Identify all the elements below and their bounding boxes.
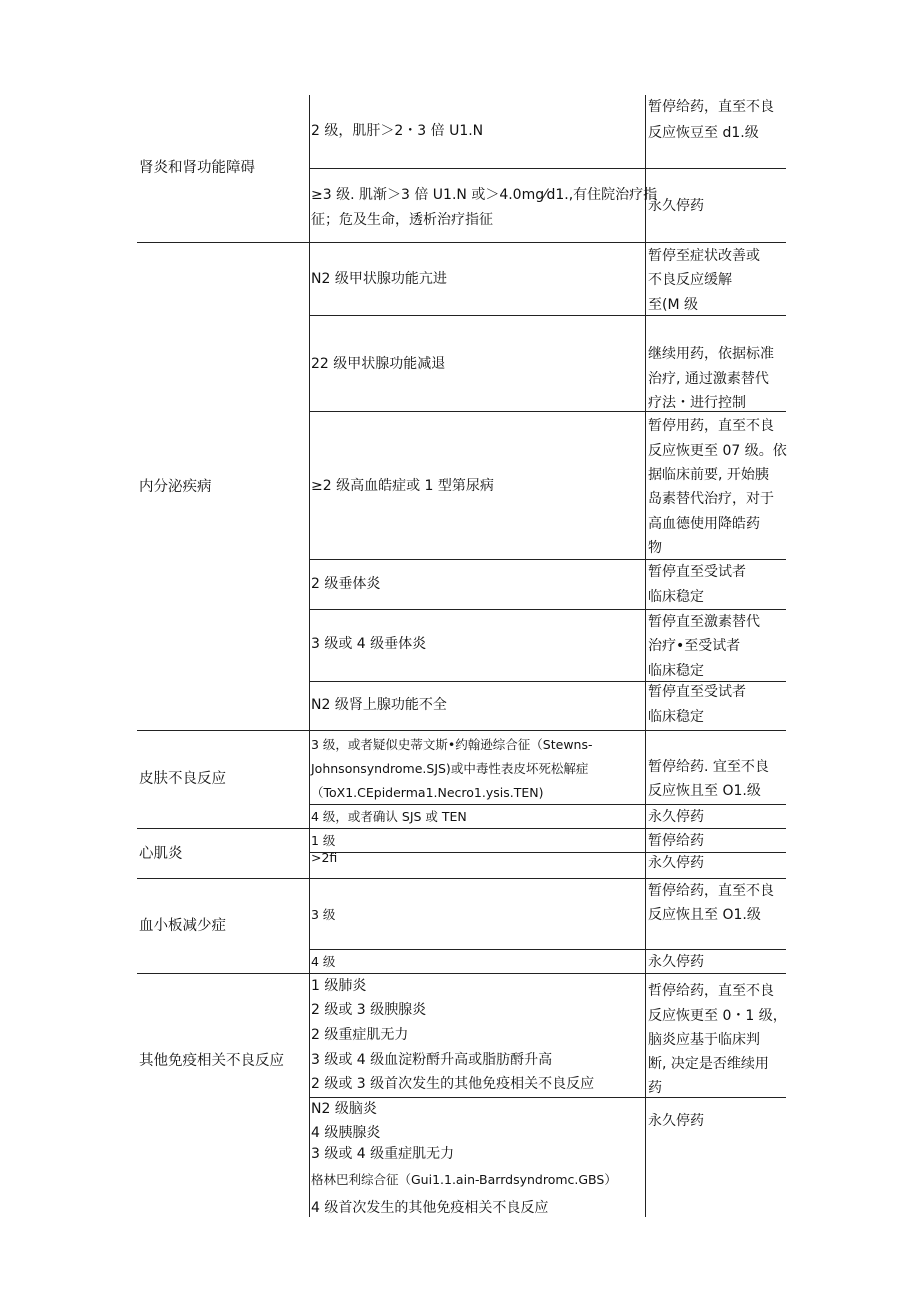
grade-cell: 3 级 [311, 907, 336, 922]
action-cell: 物 [648, 540, 662, 556]
grade-cell: 2 级或 3 级腴腺炎 [311, 1002, 427, 1018]
action-cell: 岛素替代治疗，对于 [648, 491, 774, 507]
category-label: 其他免疫相关不良反应 [139, 1053, 284, 1069]
action-cell: 暂停用药，直至不良 [648, 418, 774, 434]
subrow-divider [309, 168, 786, 169]
row-divider [137, 730, 786, 731]
grade-cell: 4 级，或者确认 SJS 或 TEN [311, 809, 467, 824]
grade-cell: 22 级甲状腺功能减退 [311, 356, 446, 372]
grade-cell: 2 级，肌肝＞2・3 倍 U1.N [311, 123, 484, 139]
category-label: 内分泌疾病 [139, 479, 212, 495]
grade-cell: 4 级胰腺炎 [311, 1125, 381, 1141]
action-cell: 高血德使用降皓药 [648, 516, 760, 532]
grade-cell: 3 级，或者疑似史蒂文斯•约翰逊综合征（Stewns- [311, 737, 593, 752]
grade-cell: >2fi [311, 850, 338, 865]
column-divider-right [645, 95, 646, 1217]
action-cell: 永久停药 [648, 198, 704, 214]
grade-cell: 1 级肺炎 [311, 978, 367, 994]
grade-cell: （ToX1.CEpiderma1.Necro1.ysis.TEN) [311, 785, 544, 800]
action-cell: 治疗, 通过激素替代 [648, 371, 769, 387]
subrow-divider [309, 1097, 786, 1098]
category-label: 皮肤不良反应 [139, 771, 226, 787]
action-cell: 不良反应缓解 [648, 272, 732, 288]
action-cell: 暂停直至受试者 [648, 684, 746, 700]
action-cell: 暂停给药. 宜至不良 [648, 759, 769, 775]
grade-cell: N2 级肾上腺功能不全 [311, 697, 447, 713]
action-cell: 脑炎应基于临床判 [648, 1032, 760, 1048]
grade-cell: 4 级 [311, 954, 336, 969]
action-cell: 临床稳定 [648, 663, 704, 679]
action-cell: 临床稳定 [648, 709, 704, 725]
grade-cell: 2 级重症肌无力 [311, 1027, 409, 1043]
action-cell: 哲停给药，直至不良 [648, 983, 774, 999]
action-cell: 永久停药 [648, 1113, 704, 1129]
action-cell: 反应恢更至 0・1 级， [648, 1008, 787, 1024]
grade-cell: ≥2 级高血皓症或 1 型第尿病 [311, 478, 494, 494]
action-cell: 永久停药 [648, 954, 704, 970]
action-cell: 疗法・进行控制 [648, 395, 746, 411]
action-cell: 暂停至症状改善或 [648, 248, 760, 264]
grade-cell: 1 级 [311, 833, 336, 848]
grade-cell: 3 级或 4 级重症肌无力 [311, 1146, 455, 1162]
action-cell: 反应恢且至 O1.级 [648, 907, 761, 923]
action-cell: 据临床前要, 开始胰 [648, 467, 769, 483]
action-cell: 暂停直至激素替代 [648, 614, 760, 630]
grade-cell: 3 级或 4 级血淀粉酹升高或脂肪酹升高 [311, 1052, 553, 1068]
grade-cell: 3 级或 4 级垂体炎 [311, 636, 427, 652]
grade-cell: N2 级脑炎 [311, 1101, 377, 1117]
action-cell: 治疗•至受试者 [648, 638, 741, 654]
action-cell: 至(M 级 [648, 297, 698, 313]
action-cell: 继续用药，依据标准 [648, 346, 774, 362]
row-divider [137, 242, 786, 243]
action-cell: 暂停给药 [648, 833, 704, 849]
category-label: 心肌炎 [139, 846, 183, 862]
grade-cell: N2 级甲状腺功能亢进 [311, 271, 447, 287]
grade-cell: Johnsonsyndrome.SJS)或中毒性表皮坏死松解症 [311, 761, 589, 776]
action-cell: 暂停直至受试者 [648, 564, 746, 580]
action-cell: 永久停药 [648, 855, 704, 871]
subrow-divider [309, 852, 786, 853]
category-label: 血小板减少症 [139, 918, 226, 934]
action-cell: 药 [648, 1080, 662, 1096]
column-divider-left [309, 95, 310, 1217]
grade-cell: 2 级或 3 级首次发生的其他免疫相关不良反应 [311, 1076, 595, 1092]
action-cell: 永久停药 [648, 809, 704, 825]
category-label: 肾炎和肾功能障碍 [139, 160, 255, 176]
subrow-divider [309, 315, 786, 316]
grade-cell: 征；危及生命，透析治疗指征 [311, 212, 493, 228]
action-cell: 暂停给药，直至不良 [648, 883, 774, 899]
grade-cell: 2 级垂体炎 [311, 576, 381, 592]
grade-cell: 格林巴利综合征（Gui1.1.ain-Barrdsyndromc.GBS） [311, 1172, 617, 1187]
grade-cell: 4 级首次发生的其他免疫相关不良反应 [311, 1200, 549, 1216]
action-cell: 临床稳定 [648, 589, 704, 605]
action-cell: 反应恢更至 07 级。依 [648, 443, 787, 459]
grade-cell: ≥3 级. 肌渐＞3 倍 U1.N 或＞4.0mg⁄d1.,有住院治疗指 [311, 187, 658, 203]
action-cell: 断, 决定是否维续用 [648, 1056, 769, 1072]
action-cell: 反应恢豆至 d1.级 [648, 125, 759, 141]
action-cell: 暂停给药，直至不良 [648, 99, 774, 115]
subrow-divider [309, 949, 786, 950]
action-cell: 反应恢且至 O1.级 [648, 783, 761, 799]
